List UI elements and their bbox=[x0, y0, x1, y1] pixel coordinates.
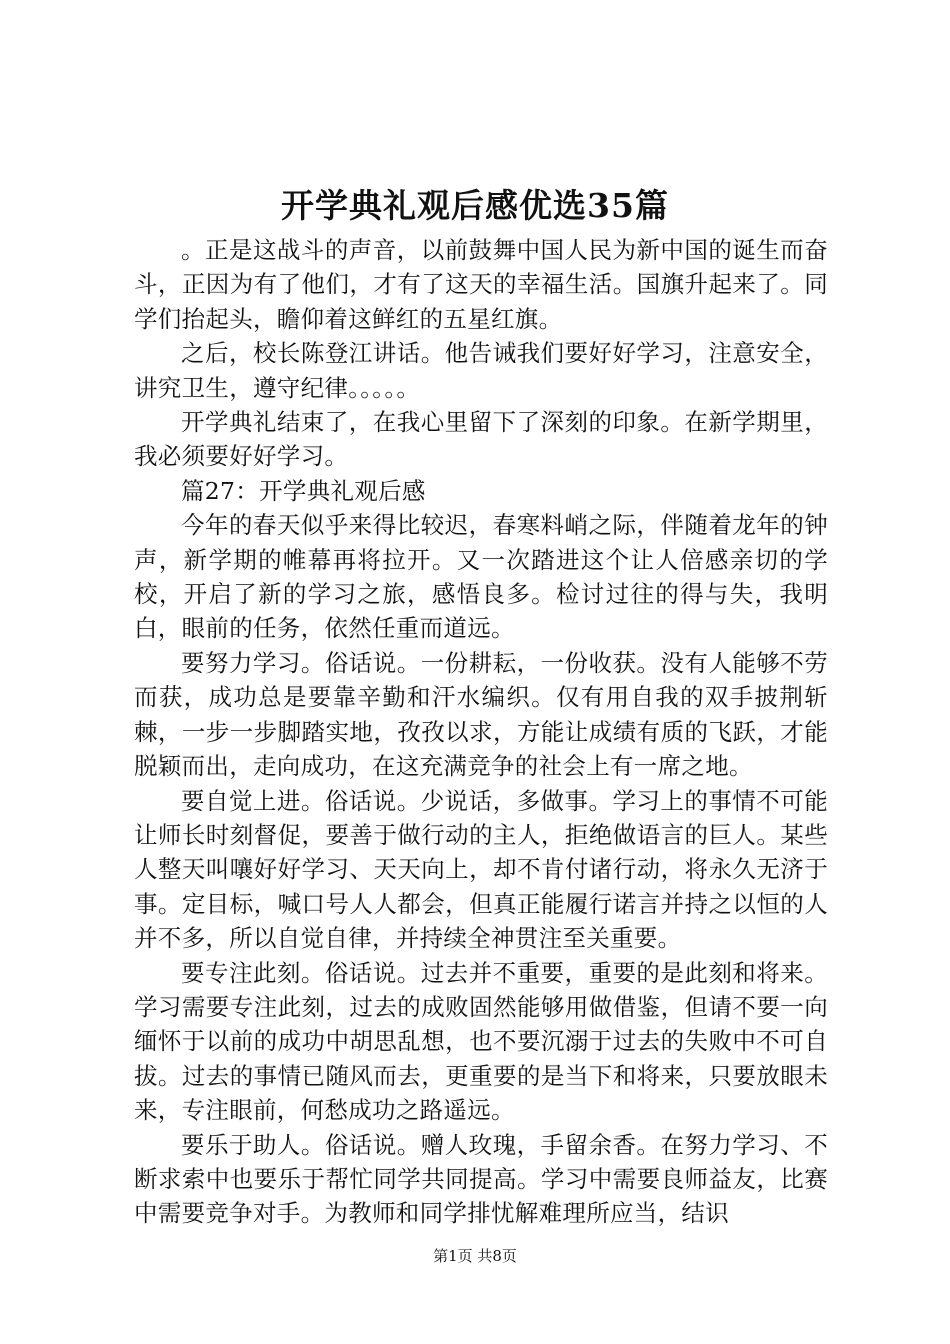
document-title: 开学典礼观后感优选35篇 bbox=[281, 186, 669, 225]
paragraph: 要乐于助人。俗话说。赠人玫瑰，手留余香。在努力学习、不断求索中也要乐于帮忙同学共同提高。学习中需要良师益友，比赛中需要竞争对手。为教师和同学排忧解难理所应当，结识 bbox=[134, 1130, 828, 1228]
paragraph: 今年的春天似乎来得比较迟，春寒料峭之际，伴随着龙年的钟声，新学期的帷幕再将拉开。又一次踏进这个让人倍感亲切的学校，开启了新的学习之旅，感悟良多。检讨过往的得与失，我明白，眼前的任务，依然任重而道远。 bbox=[134, 511, 828, 643]
document-body bbox=[134, 233, 828, 1231]
paragraph: 要自觉上进。俗话说。少说话，多做事。学习上的事情不可能让师长时刻督促，要善于做行动的主人，拒绝做语言的巨人。某些人整天叫嚷好好学习、天天向上，却不肯付诸行动，将永久无济于事。定目标，喊口号人人都会，但真正能履行诺言并持之以恒的人并不多，所以自觉自律，并持续全神贯注至关重要。 bbox=[134, 786, 828, 953]
paragraph: 之后，校长陈登江讲话。他告诫我们要好好学习，注意安全，讲究卫生，遵守纪律。。。。。 bbox=[134, 339, 828, 402]
paragraph: 开学典礼结束了，在我心里留下了深刻的印象。在新学期里，我必须要好好学习。 bbox=[134, 408, 828, 471]
section-heading: 篇27：开学典礼观后感 bbox=[181, 476, 426, 505]
paragraph: 要努力学习。俗话说。一份耕耘，一份收获。没有人能够不劳而获，成功总是要靠辛勤和汗水编织。仅有用自我的双手披荆斩棘，一步一步脚踏实地，孜孜以求，方能让成绩有质的飞跃，才能脱颖而出，走向成功，在这充满竞争的社会上有一席之地。 bbox=[134, 648, 828, 781]
paragraph: 。正是这战斗的声音，以前鼓舞中国人民为新中国的诞生而奋斗，正因为有了他们，才有了这天的幸福生活。国旗升起来了。同学们抬起头，瞻仰着这鲜红的五星红旗。 bbox=[134, 236, 828, 333]
page-footer: 第1页 共8页 bbox=[433, 1247, 517, 1265]
paragraph: 要专注此刻。俗话说。过去并不重要，重要的是此刻和将来。学习需要专注此刻，过去的成败固然能够用做借鉴，但请不要一向缅怀于以前的成功中胡思乱想，也不要沉溺于过去的失败中不可自拔。过去的事情已随风而去，更重要的是当下和将来，只要放眼未来，专注眼前，何愁成功之路遥远。 bbox=[134, 958, 828, 1125]
